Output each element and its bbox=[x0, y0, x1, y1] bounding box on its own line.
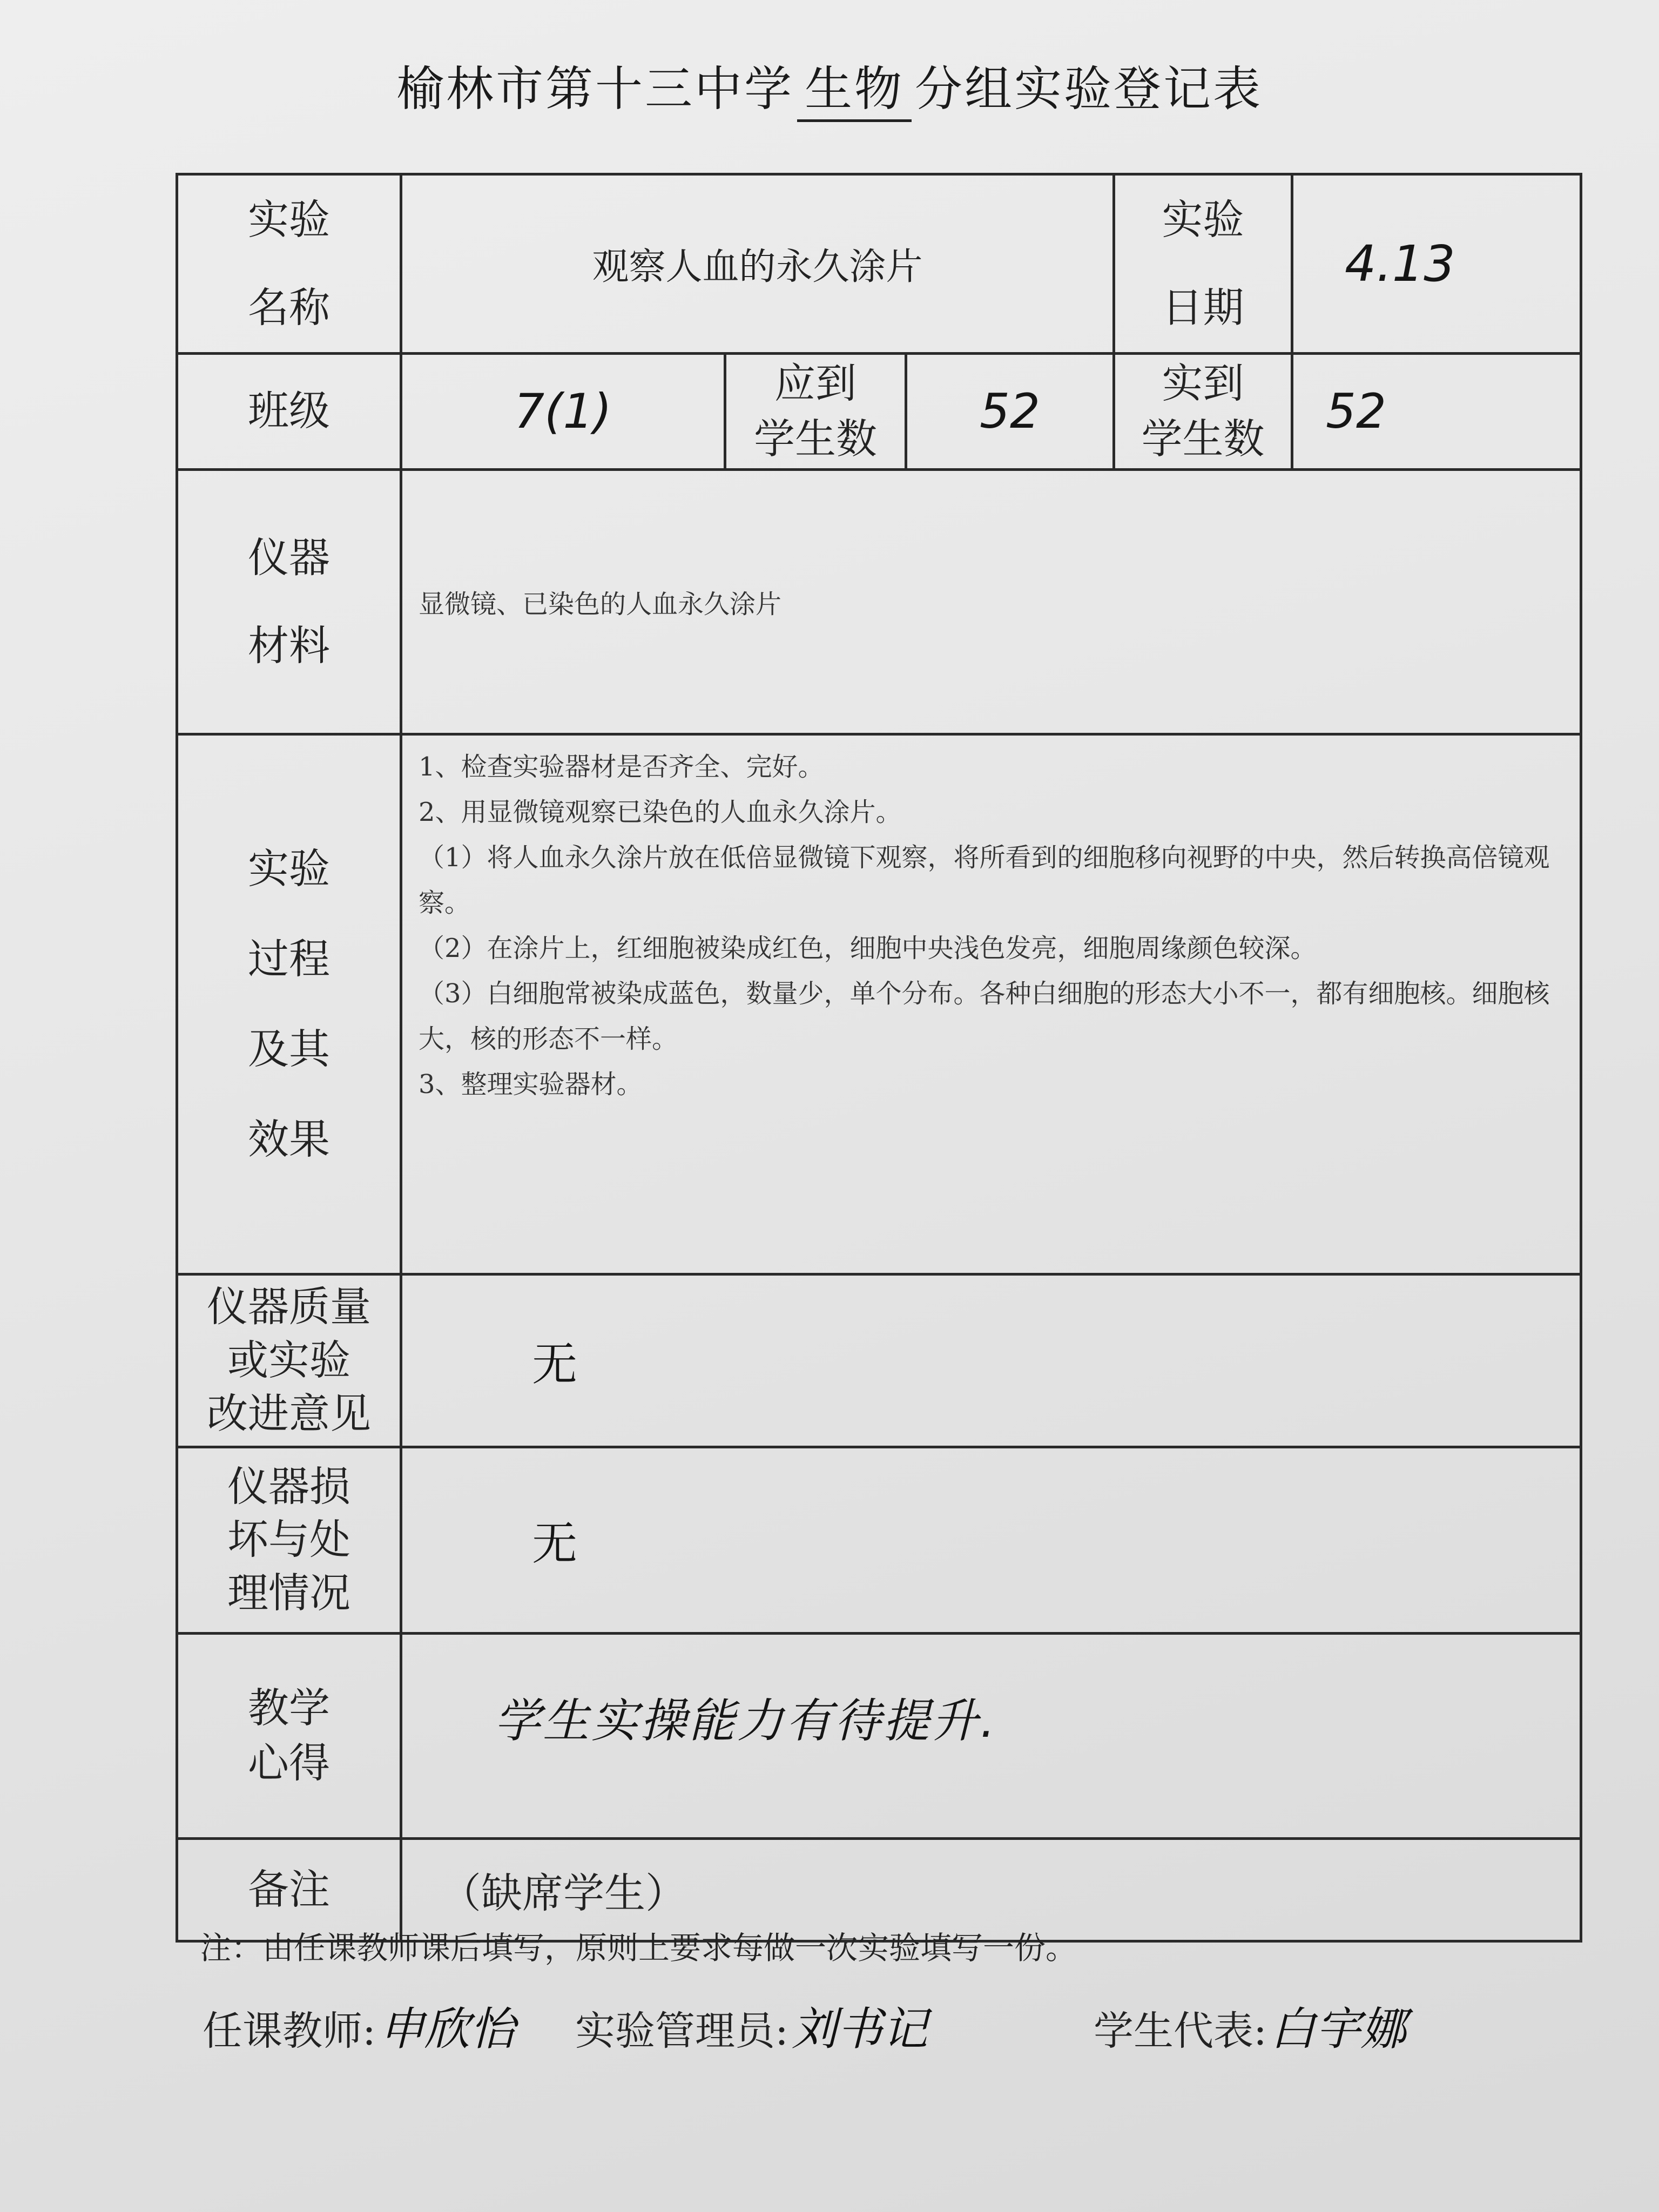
admin-label: 实验管理员: bbox=[575, 2008, 788, 2054]
signature-row bbox=[203, 1993, 1607, 2068]
teaching-reflection-value: 学生实操能力有待提升. bbox=[401, 1633, 1581, 1838]
experiment-register-table bbox=[176, 173, 1582, 1943]
form-name: 分组实验登记表 bbox=[915, 61, 1263, 117]
experiment-date-value: 4.13 bbox=[1292, 174, 1581, 354]
admin-signature-handwritten: 刘书记 bbox=[791, 2002, 928, 2055]
remarks-value: （缺席学生） bbox=[401, 1838, 1581, 1941]
student-signature-handwritten: 白宇娜 bbox=[1270, 2002, 1406, 2055]
teacher-signature-handwritten: 申欣怡 bbox=[379, 2002, 515, 2055]
student-label: 学生代表: bbox=[1094, 2008, 1267, 2054]
actual-students-value: 52 bbox=[1292, 353, 1581, 469]
row-reflection bbox=[177, 1633, 1581, 1838]
subject-field: 生物 bbox=[797, 51, 912, 122]
experiment-name-value: 观察人血的永久涂片 bbox=[401, 174, 1114, 354]
label-experiment-date: 实验 日期 bbox=[1114, 174, 1292, 354]
label-damage-handling: 仪器损 坏与处 理情况 bbox=[177, 1447, 401, 1633]
process-step-3: 3、整理实验器材。 bbox=[419, 1069, 643, 1100]
teacher-signature bbox=[203, 1993, 515, 2058]
admin-signature bbox=[575, 1993, 928, 2058]
footnote: 注：由任课教师课后填写，原则上要求每做一次实验填写一份。 bbox=[200, 1930, 1077, 1966]
row-process bbox=[177, 734, 1581, 1274]
quality-suggestions-value: 无 bbox=[401, 1274, 1581, 1447]
class-value: 7(1) bbox=[401, 353, 725, 469]
process-step-1: 1、检查实验器材是否齐全、完好。 bbox=[419, 751, 824, 782]
row-quality bbox=[177, 1274, 1581, 1447]
process-step-2-1: （1）将人血永久涂片放在低倍显微镜下观察，将所看到的细胞移向视野的中央，然后转换高倍镜观察。 bbox=[419, 842, 1550, 918]
label-remarks: 备注 bbox=[177, 1838, 401, 1941]
process-step-2-2: （2）在涂片上，红细胞被染成红色，细胞中央浅色发亮，细胞周缘颜色较深。 bbox=[419, 933, 1317, 963]
expected-students-value: 52 bbox=[906, 353, 1114, 469]
student-signature bbox=[1094, 1993, 1406, 2058]
damage-handling-value: 无 bbox=[401, 1447, 1581, 1633]
label-experiment-name: 实验 名称 bbox=[177, 174, 401, 354]
process-effect-value bbox=[401, 734, 1581, 1274]
label-equipment-materials: 仪器 材料 bbox=[177, 469, 401, 734]
page-title bbox=[0, 51, 1659, 122]
label-class: 班级 bbox=[177, 353, 401, 469]
process-step-2: 2、用显微镜观察已染色的人血永久涂片。 bbox=[419, 797, 902, 827]
row-experiment-name bbox=[177, 174, 1581, 354]
equipment-materials-value: 显微镜、已染色的人血永久涂片 bbox=[401, 469, 1581, 734]
label-expected-students: 应到 学生数 bbox=[725, 353, 906, 469]
row-equipment bbox=[177, 469, 1581, 734]
row-damage bbox=[177, 1447, 1581, 1633]
school-name: 榆林市第十三中学 bbox=[396, 61, 794, 117]
row-class bbox=[177, 353, 1581, 469]
label-quality-suggestions: 仪器质量 或实验 改进意见 bbox=[177, 1274, 401, 1447]
teacher-label: 任课教师: bbox=[203, 2008, 376, 2054]
label-teaching-reflection: 教学 心得 bbox=[177, 1633, 401, 1838]
label-actual-students: 实到 学生数 bbox=[1114, 353, 1292, 469]
process-step-2-3: （3）白细胞常被染成蓝色，数量少，单个分布。各种白细胞的形态大小不一，都有细胞核。细胞核大，核的形态不一样。 bbox=[419, 978, 1550, 1054]
label-process-effect: 实验 过程 及其 效果 bbox=[177, 734, 401, 1274]
